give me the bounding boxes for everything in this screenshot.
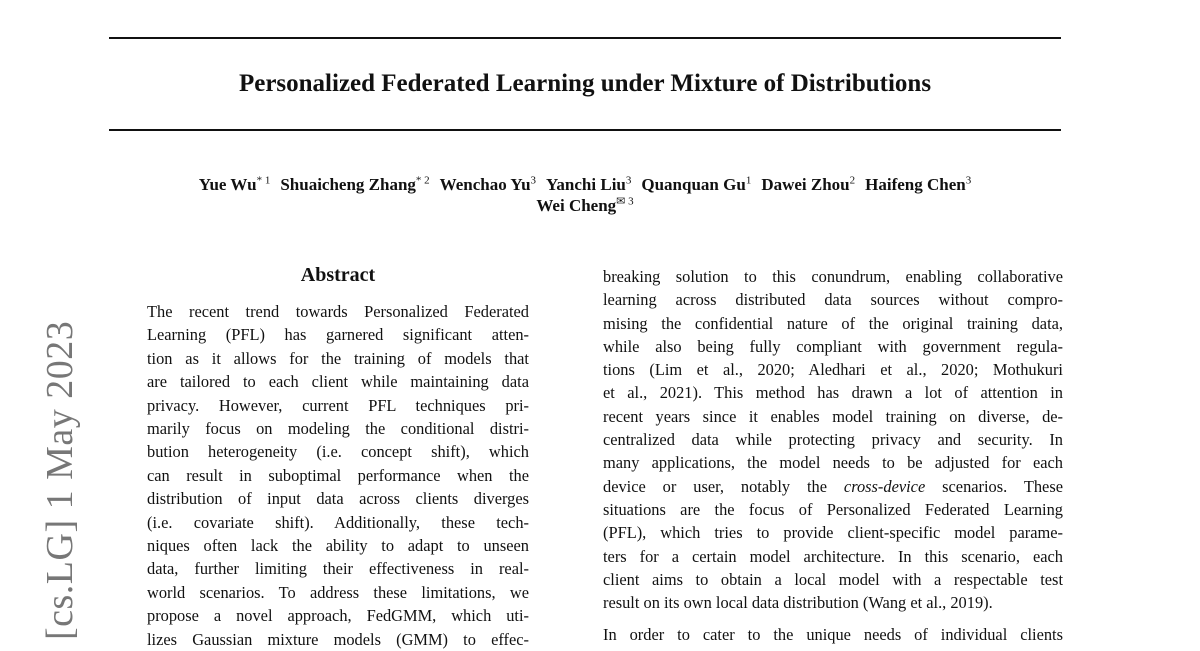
title-bottom-rule [109,129,1061,131]
abstract-heading: Abstract [300,264,376,286]
body-line: learning across distributed data sources without compro- [603,290,1063,310]
abstract-line: are tailored to each client while maintaining data [147,372,529,392]
author-list [109,172,1061,219]
arxiv-stamp: [cs.LG] 1 May 2023 [39,320,81,640]
abstract-body [147,300,529,651]
abstract-line: (i.e. covariate shift). Additionally, these tech- [147,512,529,532]
author-name: Yue Wu [198,175,257,194]
abstract-line: Learning (PFL) has garnered significant atten- [147,325,529,345]
body-line: In order to cater to the unique needs of individual clients [603,625,1063,645]
author-affiliation: * 2 [415,174,430,187]
body-line [603,475,1063,498]
right-column-text [603,265,1063,647]
abstract-line: lizes Gaussian mixture models (GMM) to effec- [147,629,529,649]
emphasized-term: cross-device [843,476,926,496]
abstract-line: The recent trend towards Personalized Federated [147,302,529,321]
body-line: result on its own local data distribution (Wang et al., 2019). [603,593,993,613]
author-name: Yanchi Liu [546,175,626,194]
body-line: tions (Lim et al., 2020; Aledhari et al., 2020; Mothukuri [603,360,1063,380]
abstract-line: privacy. However, current PFL techniques pri- [147,395,529,415]
abstract-line: propose a novel approach, FedGMM, which uti- [147,606,529,626]
author-name: Dawei Zhou [761,175,850,194]
body-line: client aims to obtain a local model with a respectable test [603,569,1063,589]
author [641,172,751,198]
title-top-rule [109,37,1061,39]
abstract-line: can result in suboptimal performance when the [147,465,529,485]
body-line: mising the confidential nature of the original training data, [603,313,1063,333]
body-line: recent years since it enables model training on diverse, de- [603,406,1063,426]
author-affiliation: * 1 [256,174,271,187]
author-affiliation: 3 [965,174,972,187]
abstract-line: data, further limiting their effectiveness in real- [147,559,529,579]
author [761,172,855,198]
abstract-line: world scenarios. To address these limitations, we [147,582,529,602]
author-name: Wenchao Yu [439,175,531,194]
body-line: centralized data while protecting privacy and security. In [603,430,1063,450]
abstract-line: bution heterogeneity (i.e. concept shift), which [147,442,529,462]
body-line: et al., 2021). This method has drawn a lot of attention in [603,383,1063,403]
author-affiliation: 1 [745,174,752,187]
author-name: Haifeng Chen [865,175,966,194]
body-text: device or user, notably the [603,476,844,496]
author [280,172,429,198]
author [440,172,536,198]
author-affiliation: 3 [625,174,632,187]
author [865,172,971,198]
author-name: Quanquan Gu [641,175,746,194]
author-affiliation: 3 [530,174,537,187]
author [536,193,633,219]
author-affiliation: ✉ 3 [616,195,634,208]
author-name: Shuaicheng Zhang [280,175,416,194]
author-affiliation: 2 [849,174,856,187]
author [199,172,271,198]
body-text: scenarios. These [925,476,1063,496]
abstract-line: distribution of input data across clients diverges [147,489,529,509]
body-line: situations are the focus of Personalized Federated Learning [603,499,1063,519]
body-line: ters for a certain model architecture. In this scenario, each [603,546,1063,566]
body-line: breaking solution to this conundrum, enabling collaborative [603,267,1063,286]
body-line: (PFL), which tries to provide client-specific model parame- [603,523,1063,543]
body-line: many applications, the model needs to be adjusted for each [603,453,1063,473]
author-name: Wei Cheng [536,196,617,215]
body-line: while also being fully compliant with government regula- [603,336,1063,356]
abstract-line: tion as it allows for the training of models that [147,348,529,368]
abstract-line: marily focus on modeling the conditional distri- [147,419,529,439]
abstract-line: niques often lack the ability to adapt to unseen [147,536,529,556]
paper-title: Personalized Federated Learning under Mixture of Distributions [238,70,932,97]
